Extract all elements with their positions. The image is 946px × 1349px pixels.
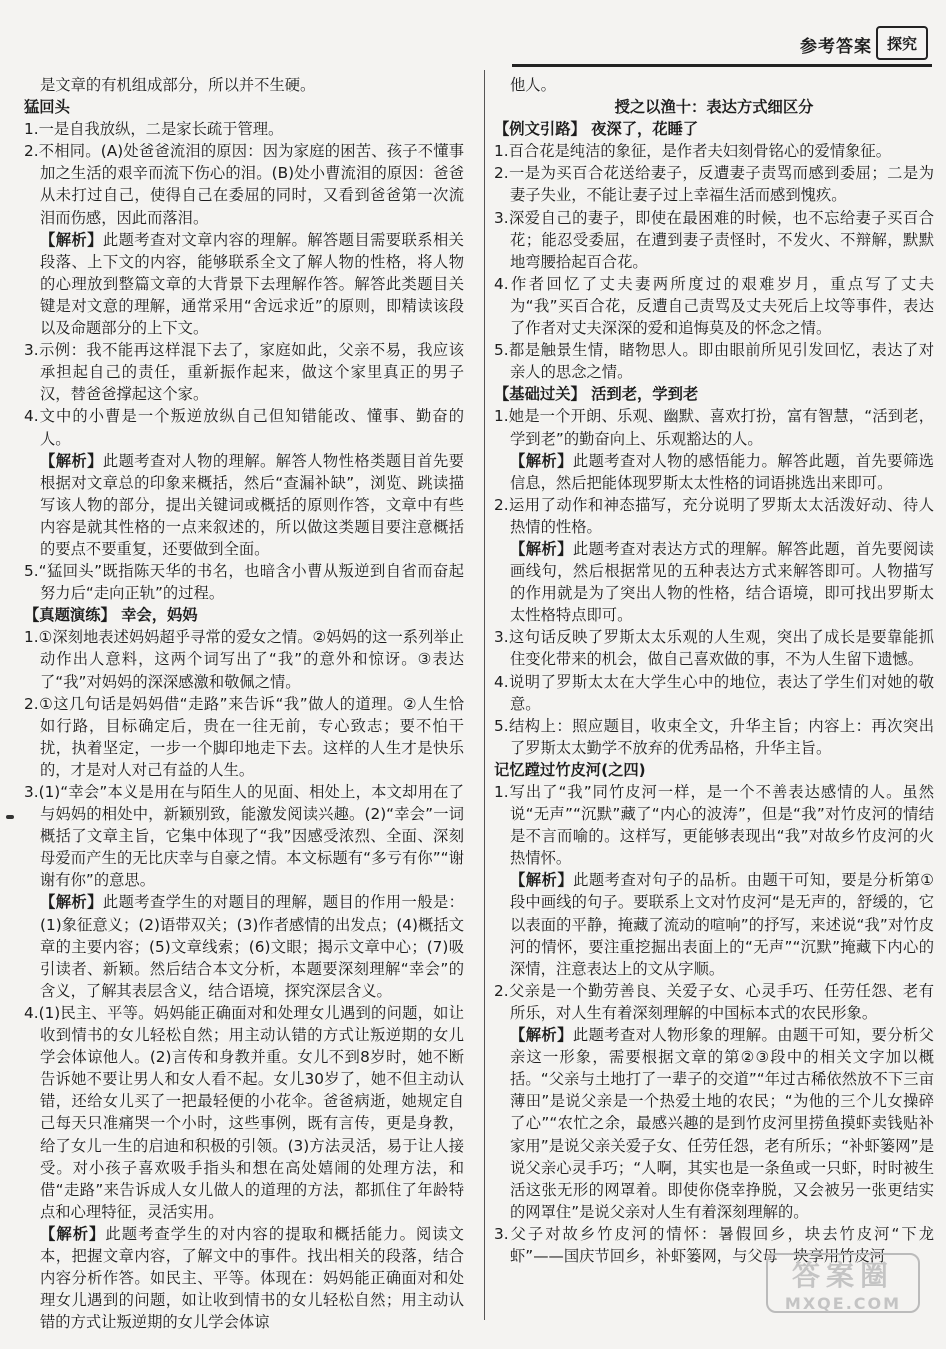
paragraph [24, 96, 464, 118]
paragraph-text: 1.①深刻地表述妈妈超乎寻常的爱女之情。②妈妈的这一系列举止动作出人意料，这两个词写出了“我”的意外和惊讶。③表达了“我”对妈妈的深深感激和敬佩之情。 [24, 628, 464, 691]
paragraph-text: 5.“猛回头”既指陈天华的书名，也暗含小曹从叛逆到自省而奋起努力后“走向正轨”的过程。 [24, 562, 464, 603]
paragraph-text: 1.写出了“我”同竹皮河一样，是一个不善表达感情的人。虽然说“无声”“沉默”藏了“内心的波涛”，但是“我”对竹皮河的情结是不言而喻的。这样写，更能够表现出“我”对故乡竹皮河的火热情怀。 [494, 783, 934, 868]
paragraph [24, 229, 464, 339]
header-title: 参考答案 [800, 37, 872, 57]
paragraph-text: 3.(1)“幸会”本义是用在与陌生人的见面、相处上，本文却用在了与妈妈的相处中，新颖别致，能激发阅读兴趣。(2)“幸会”一词概括了文章主旨，它集中体现了“我”因感受浓烈、全面、深刻母爱而产生的无比庆幸与自豪之情。本文标题有“多亏有你”“谢谢有你”的意思。 [24, 783, 464, 890]
paragraph-text: 此题考查对人物形象的理解。由题干可知，要分析父亲这一形象，需要根据文章的第②③段中的相关文字加以概括。“父亲与土地打了一辈子的交道”“年过古稀依然放不下三亩薄田”是说父亲是一个热爱土地的农民；“为他的三个儿女操碎了心”“农忙之余，最感兴趣的是到竹皮河里捞鱼摸虾卖钱贴补家用”是说父亲关爱子女、任劳任怨，老有所乐；“补虾篓网”是说父亲心灵手巧；“人啊，其实也是一条鱼或一只虾，时时被生活这张无形的网罩着。即使你侥幸挣脱，又会被另一张更结实的网罩住”是说父亲对人生有着深刻理解的。 [510, 1026, 934, 1221]
paragraph [24, 560, 464, 604]
paragraph [494, 339, 934, 383]
paragraph-text: 2.一是为买百合花送给妻子，反遭妻子责骂而感到委屈；二是为妻子失业，不能让妻子过上幸福生活而感到愧疚。 [494, 164, 934, 205]
analysis-tag: 【解析】 [510, 451, 573, 470]
paragraph [494, 715, 934, 759]
paragraph-text: 1.她是一个开朗、乐观、幽默、喜欢打扮，富有智慧，“活到老，学到老”的勤奋向上、乐观豁达的人。 [494, 407, 934, 448]
paragraph [24, 693, 464, 781]
paragraph-text: 4.说明了罗斯太太在大学生心中的地位，表达了学生们对她的敬意。 [494, 672, 934, 713]
paragraph-text: 此题考查对表达方式的理解。解答此题，首先要阅读画线句，然后根据常见的五种表达方式来解答即可。人物描写的作用就是为了突出人物的性格，结合语境，即可找出罗斯太太性格特点即可。 [510, 539, 934, 625]
analysis-tag: 【解析】 [40, 1224, 106, 1243]
paragraph-text: 授之以渔十：表达方式细区分 [614, 98, 814, 117]
paragraph-text: 3.这句话反映了罗斯太太乐观的人生观，突出了成长是要靠能抓住变化带来的机会，做自己喜欢做的事，不为人生留下遗憾。 [494, 628, 934, 669]
paragraph [494, 781, 934, 869]
paragraph [494, 96, 934, 118]
right-column [494, 74, 934, 1267]
header-rule [512, 64, 932, 67]
left-column [24, 74, 464, 1333]
paragraph [494, 869, 934, 979]
paragraph [494, 980, 934, 1024]
paragraph [24, 339, 464, 405]
page-header [512, 18, 932, 58]
paragraph-text: 2.不相同。(A)处爸爸流泪的原因：因为家庭的困苦、孩子不懂事加之生活的艰辛而流下伤心的泪。(B)处小曹流泪的原因：爸爸从未打过自己，使得自己在委屈的同时，又看到爸爸第一次流泪而伤感，因此而落泪。 [24, 142, 464, 227]
paragraph-text: 此题考查对人物的理解。解答人物性格类题目首先要根据对文章总的印象来概括，然后“查漏补缺”，浏览、跳读描写该人物的部分，提出关键词或概括的原则作答，文章中有些内容是就其性格的一点来叙述的，所以做这类题目要注意概括的要点不要重复，还要做到全面。 [40, 451, 464, 558]
paragraph [24, 140, 464, 228]
paragraph-text: 1.百合花是纯洁的象征，是作者夫妇刻骨铭心的爱情象征。 [494, 142, 892, 161]
analysis-tag: 【解析】 [40, 451, 103, 470]
watermark-main: 答案圈 [791, 1258, 894, 1292]
paragraph [494, 273, 934, 339]
analysis-tag: 【解析】 [510, 1026, 573, 1045]
paragraph-text: 3.示例：我不能再这样混下去了，家庭如此，父亲不易，我应该承担起自己的责任，重新振作起来，做这个家里真正的男子汉，替爸爸撑起这个家。 [24, 341, 464, 404]
paragraph [24, 604, 464, 626]
paragraph [494, 162, 934, 206]
paragraph-text: 4.(1)民主、平等。妈妈能正确面对和处理女儿遇到的问题，如让收到情书的女儿轻松自然；用主动认错的方式让叛逆期的女儿学会体谅他人。(2)言传和身教并重。女儿不到8岁时，她不断告诉她不要让男人和女人看不起。女儿30岁了，她不但主动认错，还给女儿买了一把最轻便的小花伞。爸爸病逝，她规定自己每天只准痛哭一个小时，这些事例，既有言传，更是身教，给了女儿一生的启迪和积极的引领。(3)方法灵活，易于让人接受。对小孩子喜欢吸手指头和想在高处嬉闹的处理方法，和借“走路”来告诉成人女儿做人的道理的方法，都抓住了年龄特点和心理特征，灵活实用。 [24, 1003, 464, 1221]
analysis-tag: 【解析】 [40, 893, 103, 912]
paragraph [494, 626, 934, 670]
paragraph-text: 是文章的有机组成部分，所以并不生硬。 [40, 76, 316, 94]
watermark-sub: MXQE.COM [784, 1293, 902, 1313]
paragraph-text: 3.父子对故乡竹皮河的情怀：暑假回乡，块去竹皮河“下龙虾”——国庆节回乡，补虾篓网，与父母一块享用竹皮河 [494, 1224, 934, 1265]
paragraph [494, 383, 934, 405]
logo-icon: 探究 [876, 26, 928, 60]
column-divider [484, 70, 485, 1320]
paragraph-text: 【基础过关】 活到老，学到老 [494, 385, 699, 404]
paragraph-text: 1.一是自我放纵，二是家长疏于管理。 [24, 120, 284, 139]
paragraph [494, 140, 934, 162]
analysis-tag: 【解析】 [510, 539, 573, 558]
paragraph-text: 记忆蹚过竹皮河(之四) [494, 760, 646, 779]
paragraph-text: 5.都是触景生情，睹物思人。即由眼前所见引发回忆，表达了对亲人的思念之情。 [494, 341, 934, 382]
paragraph [494, 1024, 934, 1223]
paragraph-text: 【真题演练】 幸会，妈妈 [24, 606, 198, 625]
paragraph [494, 207, 934, 273]
paragraph [24, 1002, 464, 1223]
paragraph-text: 【例文引路】 夜深了，花睡了 [494, 120, 699, 139]
paragraph [24, 405, 464, 449]
paragraph [24, 74, 464, 96]
paragraph [494, 759, 934, 781]
watermark-stamp [766, 1253, 920, 1313]
paragraph-text: 4.作者回忆了丈夫妻两所度过的艰难岁月，重点写了丈夫为“我”买百合花，反遭自己责骂及丈夫死后上坟等事件，表达了作者对丈夫深深的爱和追悔莫及的怀念之情。 [494, 274, 934, 338]
paragraph-text: 2.父亲是一个勤劳善良、关爱子女、心灵手巧、任劳任怨、老有所乐，对人生有着深刻理解的中国标本式的农民形象。 [494, 981, 934, 1022]
paragraph-text: 5.结构上：照应题目，收束全文，升华主旨；内容上：再次突出了罗斯太太勤学不放弃的优秀品格，升华主旨。 [494, 716, 934, 757]
paragraph [24, 891, 464, 1001]
paragraph [494, 74, 934, 96]
analysis-tag: 【解析】 [510, 871, 574, 890]
paragraph-text: 2.运用了动作和神态描写，充分说明了罗斯太太活泼好动、待人热情的性格。 [494, 495, 934, 536]
paragraph-text: 他人。 [510, 76, 556, 94]
paragraph [494, 118, 934, 140]
paragraph [24, 450, 464, 560]
paragraph-text: 3.深爱自己的妻子，即使在最困难的时候，也不忘给妻子买百合花；能忍受委屈，在遭到妻子责怪时，不发火、不辩解，默默地弯腰拾起百合花。 [494, 208, 934, 271]
paragraph [494, 538, 934, 626]
analysis-tag: 【解析】 [40, 230, 103, 249]
paragraph-text: 2.①这几句话是妈妈借“走路”来告诉“我”做人的道理。②人生恰如行路，目标确定后，贵在一往无前，专心致志；要不怕干扰，执着坚定，一步一个脚印地走下去。这样的人生才是快乐的，才是对人对己有益的人生。 [24, 694, 464, 779]
paragraph [494, 494, 934, 538]
paragraph [494, 405, 934, 449]
paragraph-text: 猛回头 [24, 98, 70, 117]
paragraph [24, 1223, 464, 1333]
paragraph-text: 4.文中的小曹是一个叛逆放纵自己但知错能改、懂事、勤奋的人。 [24, 407, 464, 448]
paragraph-text: 此题考查学生的对题目的理解，题目的作用一般是：(1)象征意义；(2)语带双关；(3)作者感情的出发点；(4)概括文章的主要内容；(5)文章线索；(6)文眼；揭示文章中心；(7)吸引读者、新颖。然后结合本文分析，本题要深刻理解“幸会”的含义，了解其表层含义，结合语境，探究深层含义。 [40, 893, 464, 1000]
paragraph [24, 118, 464, 140]
paragraph [494, 450, 934, 494]
paragraph [24, 626, 464, 692]
paragraph-text: 此题考查对人物的感悟能力。解答此题，首先要筛选信息，然后把能体现罗斯太太性格的词语挑选出来即可。 [510, 451, 934, 492]
paragraph-text: 此题考查对句子的品析。由题干可知，要是分析第①段中画线的句子。要联系上文对竹皮河“是无声的，舒缓的，它以表面的平静，掩藏了流动的喧响”的抒写，来述说“我”对竹皮河的情怀，要注重挖掘出表面上的“无声”“沉默”掩藏下内心的深情，注意表达上的文从字顺。 [510, 871, 934, 978]
paragraph-text: 此题考查对文章内容的理解。解答题目需要联系相关段落、上下文的内容，能够联系全文了解人物的性格，将人物的心理放到整篇文章的大背景下去理解作答。解答此类题目关键是对文意的理解，通常采用“舍远求近”的原则，即精读该段以及命题部分的上下文。 [40, 230, 464, 338]
paragraph-text: 此题考查学生的对内容的提取和概括能力。阅读文本，把握文章内容，了解文中的事件。找出相关的段落，结合内容分析作答。如民主、平等。体现在：妈妈能正确面对和处理女儿遇到的问题，如让收到情书的女儿轻松自然；用主动认错的方式让叛逆期的女儿学会体谅 [40, 1224, 464, 1332]
paragraph [24, 781, 464, 891]
margin-mark [6, 815, 14, 819]
paragraph [494, 671, 934, 715]
